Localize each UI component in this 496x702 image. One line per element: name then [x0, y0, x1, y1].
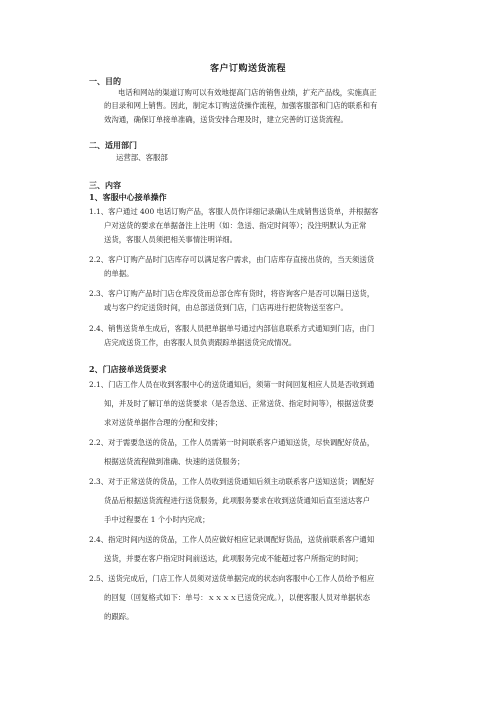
paragraph-line: 知，并及时了解订单的送货要求（是否急送、正常送货、指定时间等），根据送货要 — [104, 399, 374, 408]
purpose-line-3: 效沟通，确保订单接单准确，送货安排合理及时，建立完善的订送货流程。 — [104, 115, 348, 124]
paragraph-line: 2.5、送货完成后，门店工作人员须对送货单据完成的状态向客服中心工作人员给予相应 — [89, 574, 375, 583]
paragraph-line: 店完成送货工作，由客服人员负责跟踪单据送货完成情况。 — [104, 338, 297, 347]
paragraph-line: 2.4、销售送货单生成后，客服人员把单据单号通过内部信息联系方式通知到门店，由门 — [89, 324, 375, 333]
departments-line: 运营部、客服部 — [116, 153, 168, 162]
subsection-heading-2: 2、门店接单送货要求 — [89, 364, 167, 374]
paragraph-line: 手中过程要在 1 个小时内完成； — [104, 515, 210, 524]
paragraph-line: 的单据。 — [104, 269, 134, 278]
paragraph-line: 1.1、客户通过 400 电话订购产品，客服人员作详细记录确认生成销售送货单，并根据客 — [89, 207, 379, 216]
paragraph-line: 送货，客服人员须把相关事情注明详细。 — [104, 235, 238, 244]
paragraph-line: 或与客户约定送货时间，由总部送货到门店，门店再进行把货物送至客户。 — [104, 303, 348, 312]
document-title: 客户订购送货流程 — [209, 64, 286, 74]
purpose-line-1: 电话和网站的渠道订购可以有效地提高门店的销售业绩，扩充产品线，实施真正 — [118, 88, 377, 97]
paragraph-line: 2.2、客户订购产品时门店库存可以满足客户需求，由门店库存直接出货的，当天须送货 — [89, 255, 375, 264]
paragraph-line: 2.4、指定时间内送的货品，工作人员应做好相应记录调配好货品，送货前联系客户通知 — [89, 535, 375, 544]
paragraph-line: 2.2、对于需要急送的货品，工作人员需第一时间联系客户通知送货，尽快调配好货品， — [89, 438, 375, 447]
section-heading-departments: 二、适用部门 — [89, 140, 137, 150]
paragraph-line: 的回复（回复格式如下：单号：ｘｘｘｘ已送货完成。），以便客服人员对单据状态 — [104, 593, 371, 602]
paragraph-line: 求对送货单据作合理的分配和安排； — [104, 418, 223, 427]
paragraph-line: 送货，并要在客户指定时间前送达，此项服务完成不能超过客户所指定的时间； — [104, 554, 363, 563]
section-heading-content: 三、内容 — [89, 180, 121, 190]
purpose-line-2: 的目录和网上销售。因此，制定本订购送货操作流程，加强客服部和门店的联系和有 — [104, 101, 378, 110]
paragraph-line: 户对送货的要求在单据备注上注明（如：急送、指定时间等）；没注明默认为正常 — [104, 221, 367, 230]
section-heading-purpose: 一、目的 — [89, 76, 121, 86]
paragraph-line: 2.3、客户订购产品时门店仓库没货而总部仓库有货时，将咨询客户是否可以隔日送货， — [89, 289, 375, 298]
paragraph-line: 货品后根据送货流程进行送货服务，此项服务要求在收到送货通知后直至送达客户 — [104, 496, 371, 505]
subsection-heading-1: 1、客服中心接单操作 — [89, 192, 167, 202]
paragraph-line: 2.3、对于正常送货的货品，工作人员收到送货通知后须主动联系客户送知送货；调配好 — [89, 477, 375, 486]
paragraph-line: 根据送货流程做到准确、快速的送货服务； — [104, 457, 245, 466]
paragraph-line: 2.1、门店工作人员在收到客服中心的送货通知后，须第一时间回复相应人员是否收到通 — [89, 380, 375, 389]
paragraph-line: 的跟踪。 — [104, 612, 134, 621]
